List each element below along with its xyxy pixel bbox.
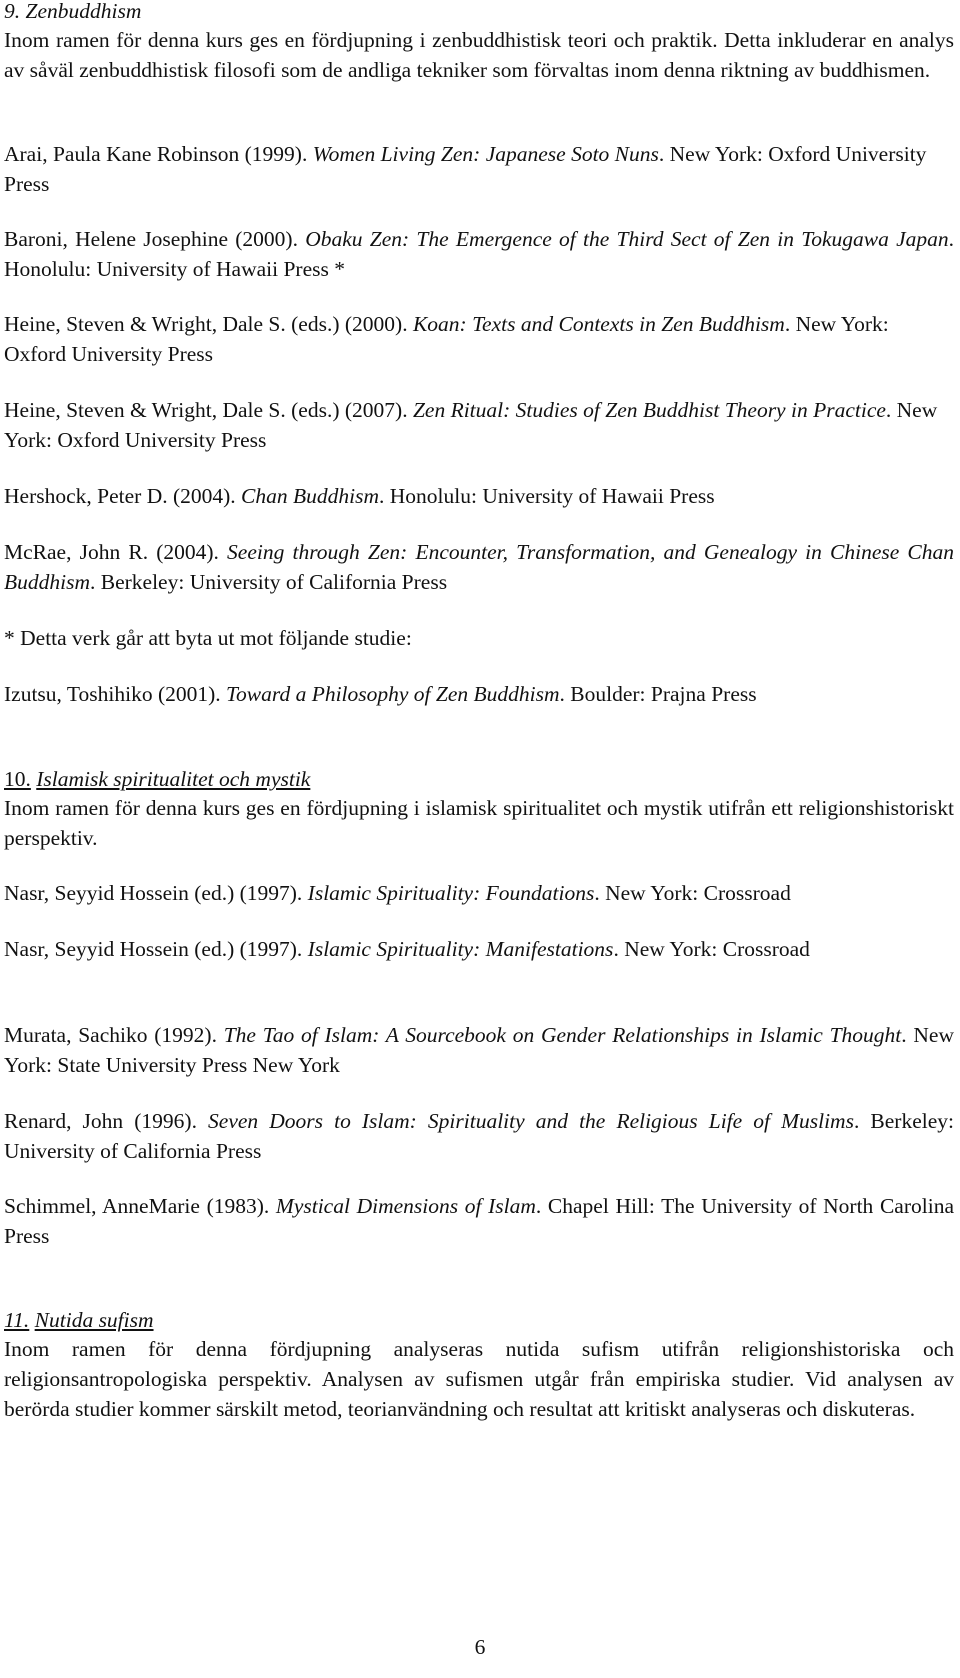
reference-entry: Arai, Paula Kane Robinson (1999). Women Living Zen: Japanese Soto Nuns. New York: Oxford University Press — [4, 142, 927, 196]
section-number: 11. — [4, 1308, 30, 1332]
substitution-note: * Detta verk går att byta ut mot följande studie: — [4, 626, 412, 650]
section-title: Islamisk spiritualitet och mystik — [36, 767, 311, 791]
section-number: 10. — [4, 767, 31, 791]
section-11-heading — [4, 1305, 954, 1335]
reference-entry: Nasr, Seyyid Hossein (ed.) (1997). Islamic Spirituality: Foundations. New York: Crossroad — [4, 881, 791, 905]
section-title: Zenbuddhism — [25, 0, 142, 23]
reference-entry: Heine, Steven & Wright, Dale S. (eds.) (2007). Zen Ritual: Studies of Zen Buddhist Theory in Practice. New York: Oxford University Press — [4, 398, 938, 452]
section-11-intro: Inom ramen för denna fördjupning analyseras nutida sufism utifrån religionshistoriska och religionsantropologiska perspektiv. Analysen av sufismen utgår från empiriska studier. Vid analysen av berörda studier kommer särskilt metod, teorianvändning och resultat att kritiskt analyseras och diskuteras. — [4, 1337, 954, 1421]
reference-entry: Baroni, Helene Josephine (2000). Obaku Zen: The Emergence of the Third Sect of Zen in Tokugawa Japan. Honolulu: University of Hawaii Press * — [4, 227, 954, 281]
section-10-intro: Inom ramen för denna kurs ges en fördjupning i islamisk spiritualitet och mystik utifrån ett religionshistoriskt perspektiv. — [4, 796, 954, 850]
section-10-heading — [4, 764, 954, 794]
reference-entry: Renard, John (1996). Seven Doors to Islam: Spirituality and the Religious Life of Muslims. Berkeley: University of California Press — [4, 1109, 954, 1163]
section-9-heading — [4, 0, 954, 26]
section-number: 9. — [4, 0, 21, 23]
page-number: 6 — [474, 1635, 486, 1659]
section-title: Nutida sufism — [34, 1308, 154, 1332]
reference-entry: McRae, John R. (2004). Seeing through Zen: Encounter, Transformation, and Genealogy in Chinese Chan Buddhism. Berkeley: University of California Press — [4, 540, 954, 594]
reference-entry: Hershock, Peter D. (2004). Chan Buddhism. Honolulu: University of Hawaii Press — [4, 484, 715, 508]
reference-entry: Murata, Sachiko (1992). The Tao of Islam: A Sourcebook on Gender Relationships in Islamic Thought. New York: State University Press New York — [4, 1023, 954, 1077]
reference-entry: Nasr, Seyyid Hossein (ed.) (1997). Islamic Spirituality: Manifestations. New York: Crossroad — [4, 937, 810, 961]
section-9-intro: Inom ramen för denna kurs ges en fördjupning i zenbuddhistisk teori och praktik. Detta inkluderar en analys av såväl zenbuddhistisk filosofi som de andliga tekniker som förvaltas inom denna riktning av buddhismen. — [4, 28, 954, 82]
reference-entry: Heine, Steven & Wright, Dale S. (eds.) (2000). Koan: Texts and Contexts in Zen Buddhism. New York: Oxford University Press — [4, 312, 889, 366]
reference-entry: Schimmel, AnneMarie (1983). Mystical Dimensions of Islam. Chapel Hill: The University of North Carolina Press — [4, 1194, 954, 1248]
reference-entry: Izutsu, Toshihiko (2001). Toward a Philosophy of Zen Buddhism. Boulder: Prajna Press — [4, 682, 757, 706]
